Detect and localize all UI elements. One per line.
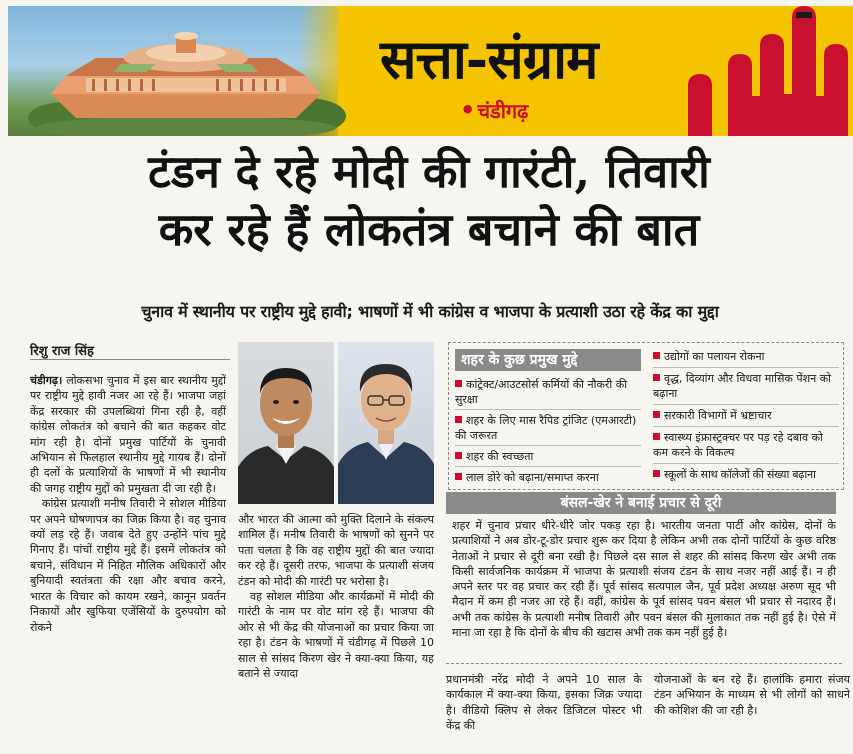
issue-item bbox=[455, 470, 641, 485]
red-square-bullet-icon bbox=[653, 433, 660, 440]
issue-divider bbox=[653, 404, 839, 405]
banner-city bbox=[460, 96, 528, 124]
paragraph-text: लोकसभा चुनाव में इस बार स्थानीय मुद्दों पर राष्ट्रीय मुद्दे हावी नजर आ रहे हैं। भाजपा जहां केंद्र सरकार की उपलब्धियां गिना रही है, वहीं कांग्रेस लोकतंत्र को बचाने की बात कहकर वोट मांग रही है। दोनों प्रमुख पार्टियों के चुनावी अभियान से फिलहाल स्थानीय मुद्दे गायब हैं। दोनों ही दलों के प्रत्याशियों के भाषणों में भी स्थानीय की जगह राष्ट्रीय मुद्दों को प्रमुखता दी जा रही है। bbox=[30, 374, 226, 495]
issue-text: स्वास्थ्य इंफ्रास्ट्रक्चर पर पड़ रहे दबाव को कम करने के विकल्प bbox=[653, 431, 823, 459]
bansal-kher-heading: बंसल-खेर ने बनाई प्रचार से दूरी bbox=[446, 492, 836, 514]
paragraph bbox=[30, 496, 226, 635]
issue-item bbox=[653, 371, 839, 401]
issue-divider bbox=[653, 426, 839, 427]
issue-divider bbox=[455, 466, 641, 467]
issue-divider bbox=[455, 409, 641, 410]
portrait-man-smiling-image bbox=[238, 342, 334, 504]
issue-item bbox=[653, 430, 839, 460]
section-banner bbox=[8, 6, 853, 136]
red-square-bullet-icon bbox=[455, 473, 462, 480]
issue-text: सरकारी विभागों में भ्रष्टाचार bbox=[664, 409, 772, 422]
article-column-2 bbox=[238, 512, 434, 754]
voting-finger-illustration bbox=[688, 6, 853, 136]
headline bbox=[14, 143, 844, 259]
byline-divider bbox=[30, 359, 230, 360]
paragraph-text: कांग्रेस प्रत्याशी मनीष तिवारी ने सोशल मीडिया पर अपने घोषणापत्र का जिक्र किया है। वह चुनाव क्यों लड़ रहे हैं। जवाब देते हुए उन्होंने पांच मुद्दे गिनाए हैं। पांचों राष्ट्रीय मुद्दे हैं। इसमें लोकतंत्र को बचाने, संविधान में निहित मौलिक अधिकारों और बुनियादी स्वतंत्रता की रक्षा और बचाव करने, भारत के विचार को कायम रखने, कानून प्रवर्तन निकायों और खुफिया एजेंसियों के दुरुपयोग को रोकने bbox=[30, 497, 226, 634]
issue-divider bbox=[653, 367, 839, 368]
key-issues-heading: शहर के कुछ प्रमुख मुद्दे bbox=[455, 349, 641, 371]
paragraph: योजनाओं के बन रहे हैं। हालांकि हमारा संजय टंडन अभियान के माध्यम से भी लोगों को साधने की कोशिश की जा रही है। bbox=[654, 673, 850, 717]
issue-text: वृद्ध, दिव्यांग और विधवा मासिक पेंशन को बढ़ाना bbox=[653, 372, 831, 400]
red-square-bullet-icon bbox=[653, 352, 660, 359]
issue-item bbox=[455, 377, 641, 407]
banner-city-label: चंडीगढ़ bbox=[477, 99, 529, 123]
red-square-bullet-icon bbox=[653, 470, 660, 477]
headline-line-2: कर रहे हैं लोकतंत्र बचाने की बात bbox=[158, 203, 700, 256]
issue-text: शहर के लिए मास रैपिड ट्रांजिट (एमआरटी) की जरूरत bbox=[455, 414, 637, 442]
portrait-man-glasses-image bbox=[338, 342, 434, 504]
parliament-building-image bbox=[26, 6, 346, 136]
dateline: चंडीगढ़। bbox=[30, 374, 63, 387]
article-column-1 bbox=[30, 373, 226, 754]
issue-divider bbox=[653, 463, 839, 464]
paragraph: वह सोशल मीडिया और कार्यक्रमों में मोदी की गारंटी के नाम पर वोट मांग रहे हैं। भाजपा की ओर से भी केंद्र की योजनाओं का प्रचार किया जा रहा है। टंडन के भाषणों में चंडीगढ़ में पिछले 10 साल से सांसद किरण खेर ने क्या-क्या किया, यह बताने से ज्यादा bbox=[238, 590, 434, 681]
key-issues-box bbox=[448, 342, 844, 490]
issue-divider bbox=[455, 445, 641, 446]
issue-text: उद्योगों का पलायन रोकना bbox=[664, 350, 765, 363]
red-square-bullet-icon bbox=[455, 380, 462, 387]
headline-line-1: टंडन दे रहे मोदी की गारंटी, तिवारी bbox=[148, 145, 710, 198]
banner-title: सत्ता-संग्राम bbox=[380, 27, 598, 91]
issue-item bbox=[455, 449, 641, 464]
issue-item bbox=[653, 408, 839, 423]
byline: रिशु राज सिंह bbox=[30, 344, 94, 359]
article-column-3 bbox=[446, 672, 642, 754]
paragraph bbox=[30, 373, 226, 496]
issue-text: शहर की स्वच्छता bbox=[466, 450, 534, 463]
red-square-bullet-icon bbox=[653, 374, 660, 381]
bullet-dot-icon: • bbox=[460, 96, 476, 124]
red-square-bullet-icon bbox=[653, 411, 660, 418]
issue-item bbox=[455, 413, 641, 443]
paragraph: और भारत की आत्मा को मुक्ति दिलाने के संकल्प शामिल हैं। मनीष तिवारी के भाषणों को सुनने पर पता चलता है कि वह राष्ट्रीय मुद्दों की बात ज्यादा कर रहे हैं। दूसरी तरफ, भाजपा के प्रत्याशी संजय टंडन को मोदी की गारंटी पर भरोसा है। bbox=[238, 513, 434, 588]
photo-manish-tiwari bbox=[338, 342, 434, 504]
photo-sanjay-tandon bbox=[238, 342, 334, 504]
issue-text: स्कूलों के साथ कॉलेजों की संख्या बढ़ाना bbox=[664, 468, 816, 481]
subheadline: चुनाव में स्थानीय पर राष्ट्रीय मुद्दे हावी; भाषणों में भी कांग्रेस व भाजपा के प्रत्याशी उठा रहे केंद्र का मुद्दा bbox=[141, 302, 719, 321]
bansal-kher-box bbox=[446, 516, 842, 664]
issue-text: लाल डोरे को बढ़ाना/समाप्त करना bbox=[466, 471, 599, 484]
paragraph: प्रधानमंत्री नरेंद्र मोदी ने अपने 10 साल के कार्यकाल में क्या-क्या किया, इसका जिक्र ज्यादा है। वीडियो क्लिप से लेकर डिजिटल पोस्टर भी केंद्र की bbox=[446, 673, 642, 733]
red-square-bullet-icon bbox=[455, 416, 462, 423]
issue-item bbox=[653, 349, 839, 364]
issue-text: कांट्रेक्ट/आउटसोर्स कर्मियों की नौकरी की सुरक्षा bbox=[455, 378, 628, 406]
article-column-4 bbox=[654, 672, 850, 754]
red-square-bullet-icon bbox=[455, 452, 462, 459]
issue-item bbox=[653, 467, 843, 482]
bansal-kher-text: शहर में चुनाव प्रचार धीरे-धीरे जोर पकड़ रहा है। भारतीय जनता पार्टी और कांग्रेस, दोनों के प्रत्याशियों ने अब डोर-टू-डोर प्रचार शुरू कर दिया है लेकिन अभी तक दोनों पार्टियों के कुछ वरिष्ठ नेताओं ने प्रचार से दूरी बना रखी है। पिछले दस साल से शहर की सांसद किरण खेर अभी तक किसी सार्वजनिक कार्यक्रम में भाजपा के प्रत्याशी संजय टंडन के साथ नजर नहीं आई हैं। न ही अपने स्तर पर वह प्रचार कर रही हैं। पूर्व सांसद सत्यपाल जैन, पूर्व प्रदेश अध्यक्ष अरुण सूद भी मैदान में कम ही नजर आ रहे हैं। वहीं, कांग्रेस के पूर्व सांसद पवन बंसल भी प्रचार से नदारद हैं। अभी तक कांग्रेस के प्रत्याशी मनीष तिवारी और पवन बंसल की मुलाकात तक नहीं हुई है। ऐसे में माना जा रहा है कि दोनों के बीच की खटास अभी तक कम नहीं हुई है। bbox=[452, 519, 836, 640]
